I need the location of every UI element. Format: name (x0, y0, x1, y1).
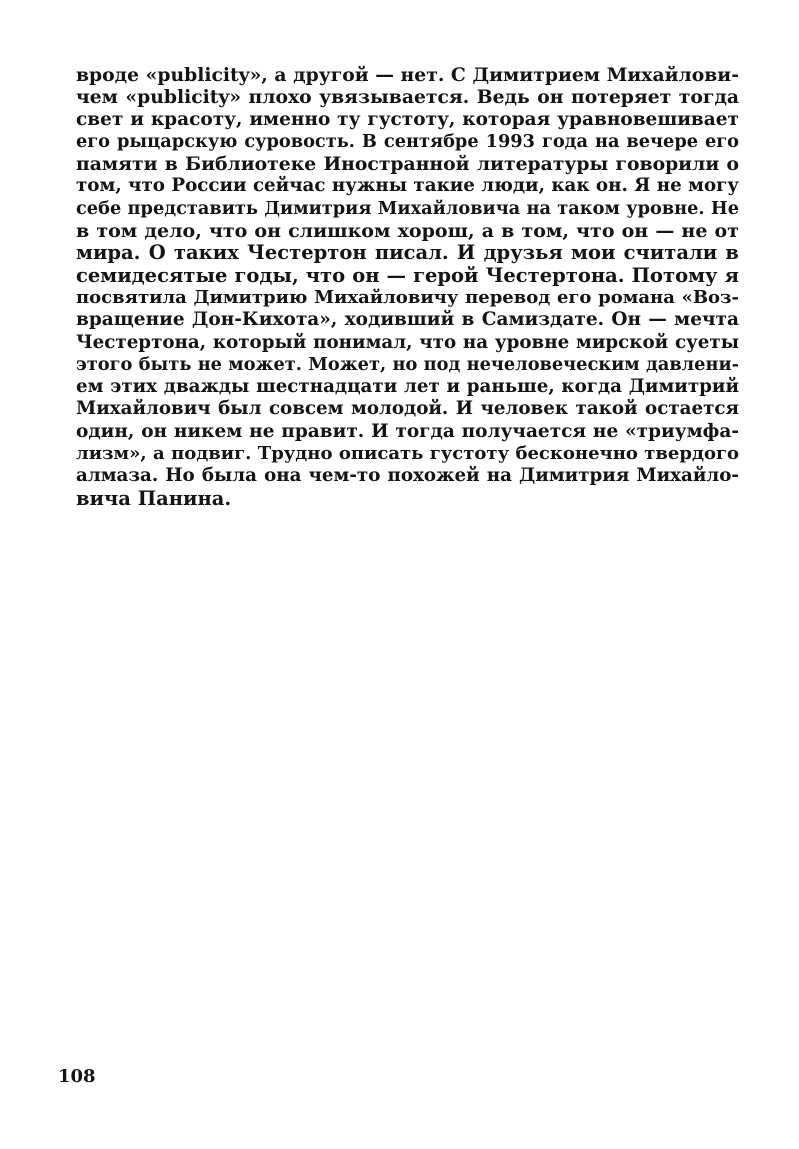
text-line: семидесятые годы, что он — герой Честертона. Потому я (76, 263, 739, 287)
text-line: том, что России сейчас нужны такие люди, как он. Я не могу (76, 175, 739, 197)
text-line: ем этих дважды шестнадцати лет и раньше, когда Димитрий (76, 376, 739, 398)
text-line: вича Панина. (76, 486, 232, 510)
text-line: вроде «publicity», а другой — нет. С Димитрием Михайлови- (76, 64, 739, 86)
text-line: памяти в Библиотеке Иностранной литературы говорили о (76, 153, 739, 176)
text-line: в том дело, что он слишком хорош, а в том, что он — не от (76, 220, 739, 243)
text-line: Михайлович был совсем молодой. И человек такой остается (76, 398, 739, 420)
text-line: его рыцарскую суровость. В сентябре 1993 года на вечере его (76, 130, 739, 152)
text-line: этого быть не может. Может, но под нечеловеческим давлени- (76, 353, 739, 375)
page-number: 108 (58, 1066, 96, 1087)
text-line: вращение Дон-Кихота», ходивший в Самиздате. Он — мечта (76, 309, 739, 331)
text-line: Честертона, который понимал, что на уровне мирской суеты (76, 331, 739, 353)
text-line: посвятила Димитрию Михайловичу перевод его романа «Воз- (76, 286, 739, 308)
body-text (76, 64, 739, 510)
text-line: алмаза. Но была она чем-то похожей на Димитрия Михайло- (76, 465, 739, 487)
text-line: чем «publicity» плохо увязывается. Ведь он потеряет тогда (76, 86, 739, 109)
text-line: мира. О таких Честертон писал. И друзья мои считали в (76, 241, 739, 265)
text-line: свет и красоту, именно ту густоту, которая уравновешивает (76, 108, 739, 130)
text-line: один, он никем не правит. И тогда получается не «триумфа- (76, 420, 739, 442)
text-line: лизм», а подвиг. Трудно описать густоту бесконечно твердого (76, 443, 739, 465)
text-line: себе представить Димитрия Михайловича на таком уровне. Не (76, 197, 739, 219)
